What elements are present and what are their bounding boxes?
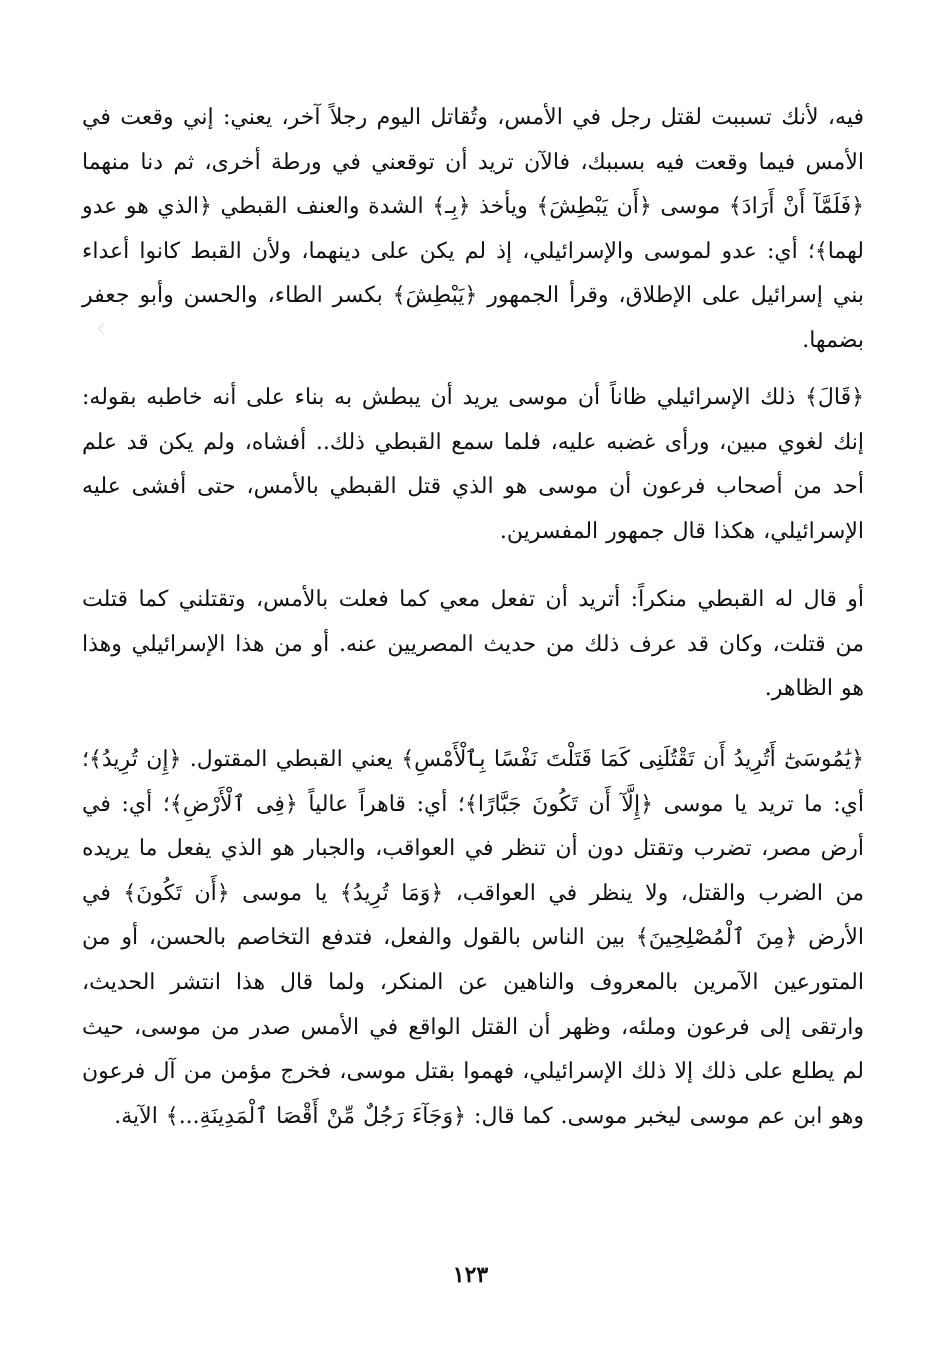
- paragraph-4: ﴿يَٰمُوسَىٰٓ أَتُرِيدُ أَن تَقْتُلَنِى كَمَا قَتَلْتَ نَفْسًا بِٱلْأَمْسِ﴾ يعني القبطي المقتول. ﴿إِن تُرِيدُ﴾؛ أي: ما تريد يا موسى ﴿إِلَّآ أَن تَكُونَ جَبَّارًا﴾؛ أي: قاهراً عالياً ﴿فِى ٱلْأَرْضِ﴾؛ أي: في أرض مصر، تضرب وتقتل دون أن تنظر في العواقب، والجبار هو الذي يفعل ما يريده من الضرب والقتل، ولا ينظر في العواقب، ﴿وَمَا تُرِيدُ﴾ يا موسى ﴿أَن تَكُونَ﴾ في الأرض ﴿مِنَ ٱلْمُصْلِحِينَ﴾ بين الناس بالقول والفعل، فتدفع التخاصم بالحسن، أو من المتورعين الآمرين بالمعروف والناهين عن المنكر، ولما قال هذا انتشر الحديث، وارتقى إلى فرعون وملئه، وظهر أن القتل الواقع في الأمس صدر من موسى، حيث لم يطلع على ذلك إلا ذلك الإسرائيلي، فهموا بقتل موسى، فخرج مؤمن من آل فرعون وهو ابن عم موسى ليخبر موسى. كما قال: ﴿وَجَآءَ رَجُلٌ مِّنْ أَقْصَا ٱلْمَدِينَةِ...﴾ الآية.: [82, 747, 864, 1129]
- page-number: ١٢٣: [452, 1262, 489, 1288]
- paragraph-2: ﴿قَالَ﴾ ذلك الإسرائيلي ظاناً أن موسى يريد أن يبطش به بناء على أنه خاطبه بقوله: إنك لغوي مبين، ورأى غضبه عليه، فلما سمع القبطي ذلك.. أفشاه، ولم يكن قد علم أحد من أصحاب فرعون أن موسى هو الذي قتل القبطي بالأمس، حتى أفشى عليه الإسرائيلي، هكذا قال جمهور المفسرين.: [82, 385, 864, 544]
- margin-mark: 〈: [92, 322, 105, 336]
- paragraph-3: أو قال له القبطي منكراً: أتريد أن تفعل معي كما فعلت بالأمس، وتقتلني كما قتلت من قتلت، وكان قد عرف ذلك من حديث المصريين عنه. أو من هذا الإسرائيلي وهذا هو الظاهر.: [82, 587, 864, 702]
- paragraph-1: فيه، لأنك تسببت لقتل رجل في الأمس، وتُقاتل اليوم رجلاً آخر، يعني: إني وقعت في الأمس فيما وقعت فيه بسببك، فالآن تريد أن توقعني في ورطة أخرى، ثم دنا منهما ﴿فَلَمَّآ أَنْ أَرَادَ﴾ موسى ﴿أَن يَبْطِشَ﴾ ويأخذ ﴿بِـ﴾ الشدة والعنف القبطي ﴿الذي هو عدو لهما﴾؛ أي: عدو لموسى والإسرائيلي، إذ لم يكن على دينهما، ولأن القبط كانوا أعداء بني إسرائيل على الإطلاق، وقرأ الجمهور ﴿يَبْطِشَ﴾ بكسر الطاء، والحسن وأبو جعفر بضمها.: [82, 105, 864, 353]
